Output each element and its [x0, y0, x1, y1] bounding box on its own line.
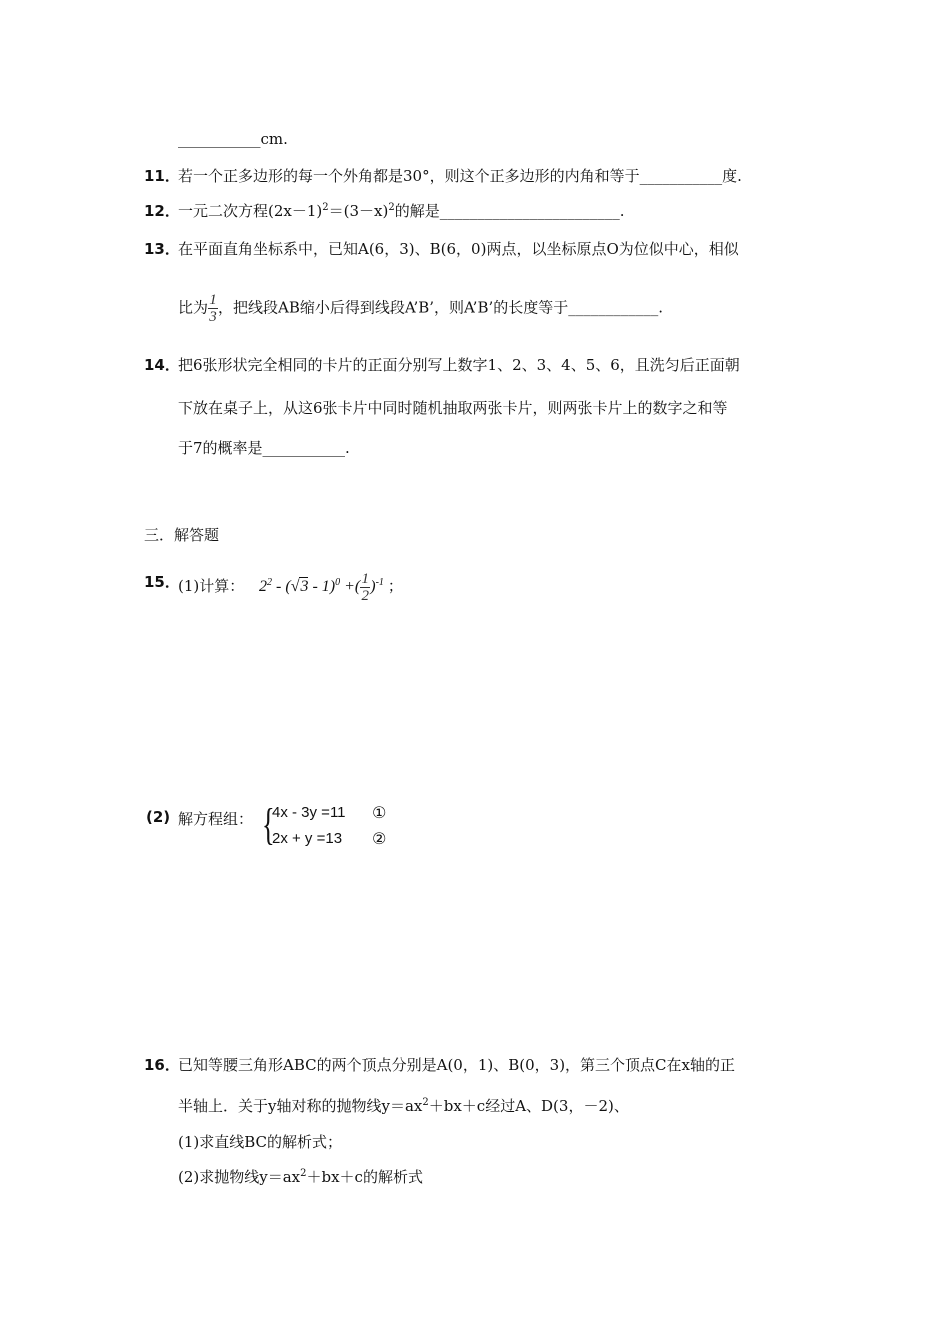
q15-frac-num: 1	[361, 571, 369, 587]
q15-minus: - (	[272, 578, 291, 596]
q12-text-c: 的解是________________________.	[394, 202, 625, 220]
q11-text: 若一个正多边形的每一个外角都是30°，则这个正多边形的内角和等于___________度.	[178, 167, 742, 185]
q16-line2-b: ＋bx＋c经过A、D(3，－2)、	[428, 1097, 629, 1115]
q14-line3: 于7的概率是___________.	[178, 439, 350, 457]
q15-end: ；	[387, 577, 403, 596]
q12-sup2: 2	[388, 202, 395, 213]
q15-frac-den: 2	[361, 588, 369, 604]
q13-line2-pre: 比为	[178, 298, 209, 317]
q16-line2-sup: 2	[422, 1097, 429, 1108]
q16-line2-a: 半轴上．关于y轴对称的抛物线y＝ax	[178, 1097, 423, 1115]
q16-line3: (1)求直线BC的解析式；	[178, 1133, 343, 1151]
equation-1-mark: ①	[372, 803, 387, 822]
q13-fraction	[208, 292, 218, 325]
q16-line4-sup: 2	[300, 1168, 307, 1179]
q16-line1: 已知等腰三角形ABC的两个顶点分别是A(0，1)、B(0，3)，第三个顶点C在x轴的正	[178, 1056, 735, 1074]
q15-part1	[178, 571, 403, 604]
section-heading: 三．解答题	[144, 526, 220, 544]
q15-number: 15．	[144, 573, 180, 591]
q11-number: 11．	[144, 167, 180, 185]
q15-fraction	[360, 571, 370, 604]
q15-minus2: - 1)	[308, 578, 336, 596]
q15-exp1: 2	[267, 577, 273, 589]
q14-line2: 下放在桌子上，从这6张卡片中同时随机抽取两张卡片，则两张卡片上的数字之和等	[178, 399, 728, 417]
q15-exp3: -1	[375, 577, 384, 589]
q13-line2	[178, 292, 663, 325]
q15-part2-number: (2)	[146, 808, 171, 826]
equation-2-mark: ②	[372, 829, 387, 848]
q12-sup1: 2	[322, 202, 329, 213]
q14-line1: 把6张形状完全相同的卡片的正面分别写上数字1、2、3、4、5、6，且洗匀后正面朝	[178, 356, 740, 374]
q15-sqrt-arg: 3	[300, 578, 309, 596]
q15-base1: 2	[259, 578, 268, 596]
q13-frac-den: 3	[209, 309, 217, 325]
q12-text-b: ＝(3－x)	[328, 202, 389, 220]
equation-1: 4x - 3y =11	[272, 804, 346, 821]
q15-close: )	[370, 578, 376, 596]
system-brace: {	[262, 800, 275, 849]
q12-text-a: 一元二次方程(2x－1)	[178, 202, 323, 220]
q12-number: 12．	[144, 202, 180, 220]
q12-text	[178, 200, 625, 221]
q13-number: 13．	[144, 240, 180, 258]
q16-line4-a: (2)求抛物线y＝ax	[178, 1168, 301, 1186]
q10-tail: ___________cm.	[178, 130, 288, 148]
q13-line1: 在平面直角坐标系中，已知A(6，3)、B(6，0)两点，以坐标原点O为位似中心，相似	[178, 240, 739, 258]
q15-exp2: 0	[335, 577, 341, 589]
q15-plus: +(	[340, 578, 361, 596]
equation-2: 2x + y =13	[272, 830, 343, 847]
q16-number: 16．	[144, 1056, 180, 1074]
q13-line2-post: ，把线段AB缩小后得到线段A’B’，则A’B’的长度等于____________.	[218, 298, 664, 317]
q15-part2-label: 解方程组：	[178, 810, 254, 828]
q16-line2	[178, 1095, 629, 1116]
q16-line4-b: ＋bx＋c的解析式	[306, 1168, 423, 1186]
q15-part1-label: (1)计算：	[178, 577, 245, 596]
q14-number: 14．	[144, 356, 180, 374]
q16-line4	[178, 1166, 423, 1187]
q13-frac-num: 1	[209, 292, 217, 308]
q15-expression: $2^2 - (√3 - 1)^0$ +( $\frac{1}{2}$ )$^{-1}$	[259, 571, 384, 604]
